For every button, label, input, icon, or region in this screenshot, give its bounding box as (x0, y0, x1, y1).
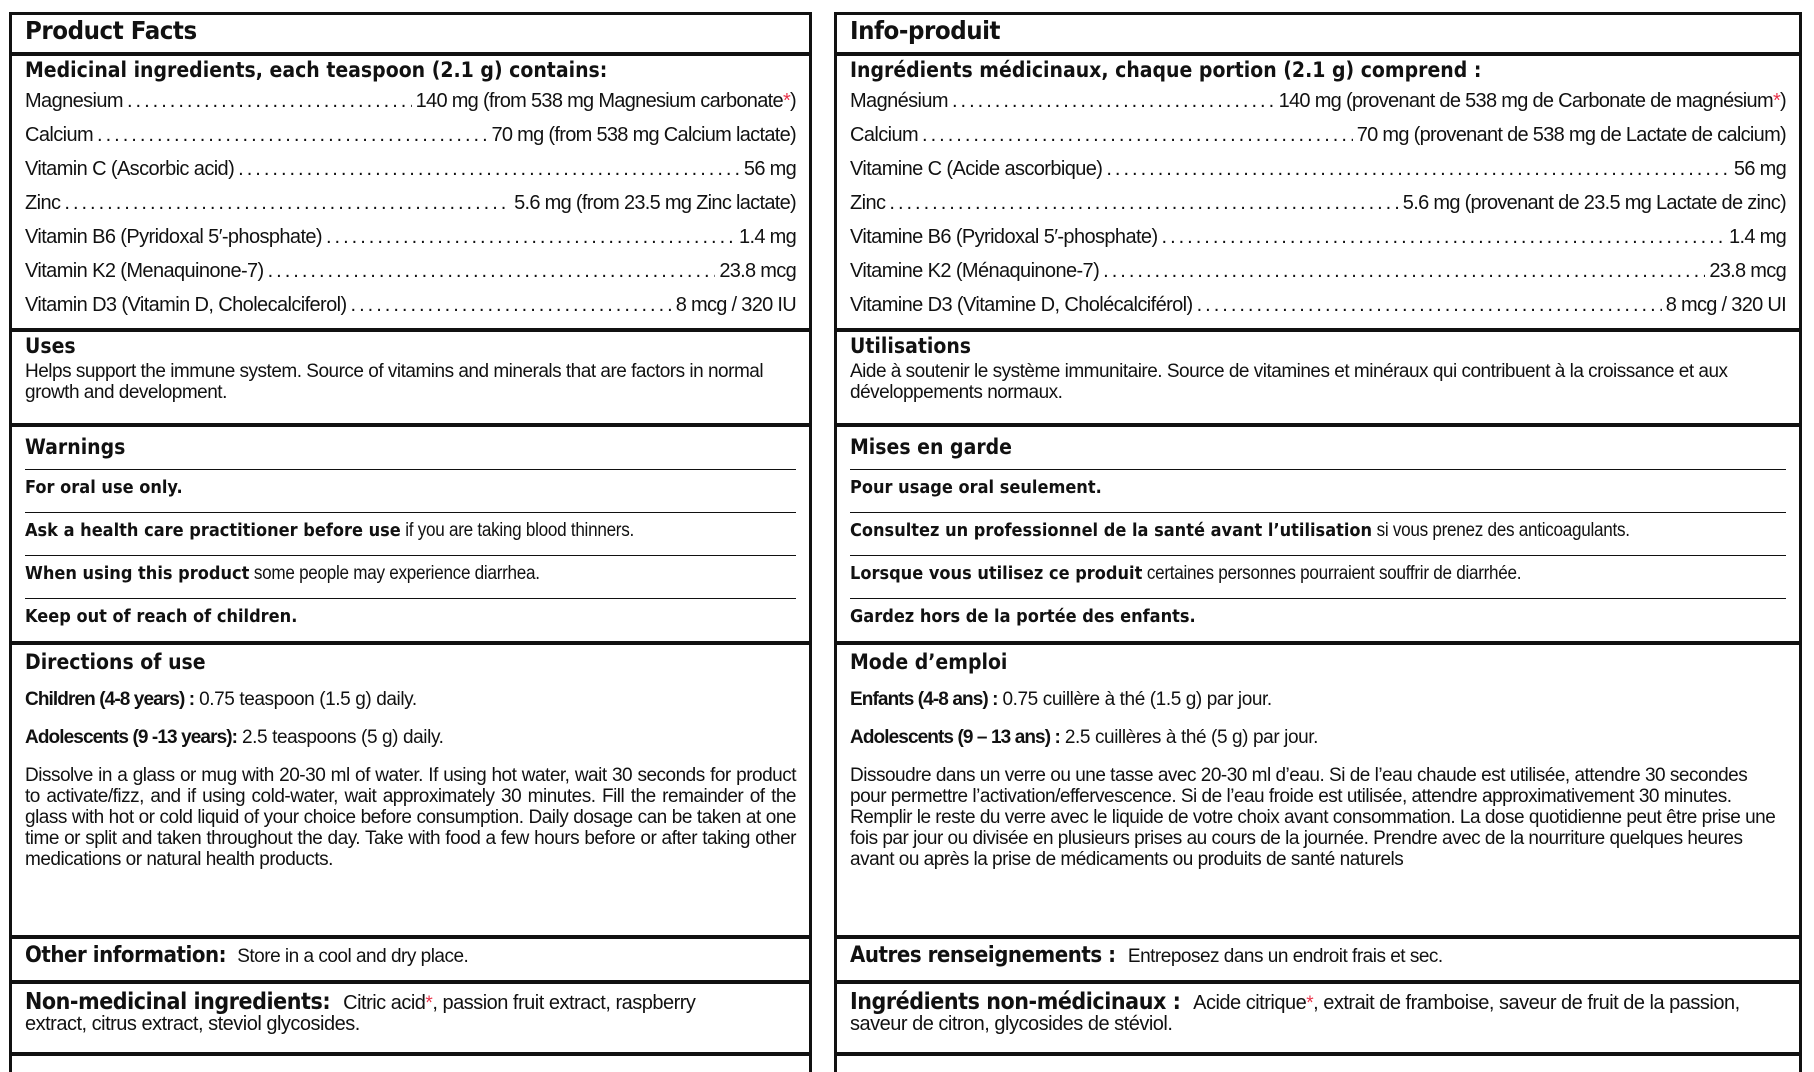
warning-bold: Lorsque vous utilisez ce produit (850, 563, 1143, 584)
ingredient-row (850, 158, 1786, 188)
non-medicinal-first: Citric acid (338, 992, 426, 1014)
non-medicinal-rest: , passion fruit extract, raspberry extract, citrus extract, steviol glycosides. (25, 992, 696, 1035)
panel-header (12, 15, 809, 56)
ingredient-row (850, 294, 1786, 324)
ingredient-name: Vitamine K2 (Ménaquinone-7) (850, 260, 1100, 282)
ingredient-name: Magnésium (850, 90, 948, 112)
ingredient-row (850, 226, 1786, 256)
directions-section (12, 641, 809, 939)
ingredient-name: Vitamin K2 (Menaquinone-7) (25, 260, 264, 282)
non-medicinal-line (25, 989, 749, 1035)
warning-rest: some people may experience diarrhea. (249, 563, 540, 584)
ingredient-amount (514, 192, 796, 215)
amount-text: 56 mg (743, 158, 796, 180)
ingredient-amount (1734, 158, 1786, 181)
ingredient-row (25, 158, 796, 188)
ingredient-row (25, 226, 796, 256)
ingredient-row (850, 124, 1786, 154)
dosage-group: Adolescents (9 – 13 ans) : (850, 727, 1060, 748)
warning-bold: Gardez hors de la portée des enfants. (850, 606, 1196, 627)
non-medicinal-first: Acide citrique (1189, 992, 1307, 1014)
warning-rest: certaines personnes pourraient souffrir de diarrhée. (1142, 563, 1522, 584)
other-information-label: Other information: (25, 943, 227, 968)
non-medicinal-rest: , extrait de framboise, saveur de fruit de la passion, saveur de citron, glycosides de stéviol. (850, 992, 1740, 1035)
panel-title: Info-produit (850, 16, 1001, 45)
ingredient-amount (1729, 226, 1786, 249)
non-medicinal-line (850, 989, 1759, 1035)
dot-leader (1162, 226, 1726, 249)
warning-bold: Pour usage oral seulement. (850, 477, 1102, 498)
dosage-line (850, 689, 1272, 711)
ingredient-amount (416, 90, 796, 113)
dot-leader (326, 226, 735, 249)
warning-item (25, 606, 727, 628)
dot-leader (238, 158, 740, 181)
ingredient-name: Vitamine B6 (Pyridoxal 5′-phosphate) (850, 226, 1158, 248)
ingredient-name: Calcium (850, 124, 919, 146)
ingredient-name: Calcium (25, 124, 94, 146)
ingredient-row (25, 124, 796, 154)
warning-divider (25, 598, 796, 599)
dot-leader (952, 90, 1275, 113)
asterisk-mark: * (782, 90, 791, 112)
other-information-line (850, 945, 1786, 967)
ingredient-name: Vitamin D3 (Vitamin D, Cholecalciferol) (25, 294, 347, 316)
warning-divider (25, 555, 796, 556)
directions-text: Dissoudre dans un verre ou une tasse avec 20-30 ml d’eau. Si de l’eau chaude est utilisée, attendre 30 secondes pour permettre l’activation/effervescence. Si de l’eau froide est utilisée, attendre approximativement 30 minutes. Remplir le reste du verre avec le liquide de votre choix avant consommation. La dose quotidienne peut être prise une fois par jour ou divisée en plusieurs prises au cours de la journée. Prendre avec de la nourriture quelques heures avant ou après la prise de médicaments ou produits de santé naturels (850, 765, 1776, 870)
ingredients-heading: Medicinal ingredients, each teaspoon (2.1 g) contains: (25, 58, 608, 82)
ingredient-amount (719, 260, 796, 283)
dot-leader (1103, 260, 1705, 283)
warning-bold: Consultez un professionnel de la santé avant l’utilisation (850, 520, 1373, 541)
ingredient-name: Vitamin C (Ascorbic acid) (25, 158, 235, 180)
uses-section (837, 331, 1799, 427)
product-facts-panel-fr (834, 12, 1802, 1072)
dosage-amount: 0.75 teaspoon (1.5 g) daily. (194, 689, 417, 710)
ingredient-row (25, 294, 796, 324)
amount-text: 23.8 mcg (1709, 260, 1786, 282)
dot-leader (1106, 158, 1730, 181)
ingredient-row (850, 192, 1786, 222)
ingredient-name: Vitamine D3 (Vitamine D, Cholécalciférol) (850, 294, 1193, 316)
dosage-line (25, 689, 417, 711)
dosage-amount: 2.5 cuillères à thé (5 g) par jour. (1059, 727, 1319, 748)
warning-item (850, 520, 1701, 542)
directions-heading: Mode d’emploi (850, 650, 1008, 674)
warning-bold: Keep out of reach of children. (25, 606, 298, 627)
non-medicinal-ingredients-section (837, 980, 1799, 1056)
ingredient-amount (676, 294, 796, 317)
ingredient-name: Vitamin B6 (Pyridoxal 5′-phosphate) (25, 226, 322, 248)
ingredient-amount (1709, 260, 1786, 283)
warning-divider (25, 512, 796, 513)
uses-heading: Uses (25, 334, 76, 358)
ingredient-row (850, 90, 1786, 120)
dot-leader (351, 294, 672, 317)
dosage-group: Children (4-8 years) : (25, 689, 195, 710)
ingredients-heading: Ingrédients médicinaux, chaque portion (2.1 g) comprend : (850, 58, 1482, 82)
amount-close: ) (1780, 90, 1786, 112)
ingredient-amount (1279, 90, 1786, 113)
ingredient-row (850, 260, 1786, 290)
ingredient-name: Zinc (25, 192, 61, 214)
ingredient-name: Magnesium (25, 90, 123, 112)
ingredient-amount (1403, 192, 1786, 215)
directions-heading: Directions of use (25, 650, 206, 674)
panel-header (837, 15, 1799, 56)
warning-rest: if you are taking blood thinners. (400, 520, 635, 541)
warning-divider (25, 469, 796, 470)
directions-text: Dissolve in a glass or mug with 20-30 ml of water. If using hot water, wait 30 seconds for product to activate/fizz, and if using cold-water, wait approximately 30 minutes. Fill the remainder of the glass with hot or cold liquid of your choice before consumption. Daily dosage can be taken at one time or split and taken throughout the day. Take with food a few hours before or after taking other medications or natural health products. (25, 765, 796, 870)
amount-text: 56 mg (1733, 158, 1786, 180)
warning-divider (850, 598, 1786, 599)
warning-item (25, 520, 727, 542)
amount-text: 8 mcg / 320 UI (1665, 294, 1786, 316)
uses-section (12, 331, 809, 427)
amount-text: 5.6 mg (from 23.5 mg Zinc lactate) (514, 192, 796, 214)
dosage-line (850, 727, 1318, 749)
amount-text: 23.8 mcg (719, 260, 796, 282)
warning-rest: si vous prenez des anticoagulants. (1372, 520, 1630, 541)
dot-leader (268, 260, 716, 283)
dosage-group: Enfants (4-8 ans) : (850, 689, 998, 710)
dot-leader (889, 192, 1398, 215)
dosage-line (25, 727, 444, 749)
directions-section (837, 641, 1799, 939)
ingredient-row (25, 192, 796, 222)
amount-text: 140 mg (from 538 mg Magnesium carbonate (415, 90, 783, 112)
dot-leader (64, 192, 510, 215)
ingredient-name: Zinc (850, 192, 886, 214)
amount-text: 1.4 mg (739, 226, 796, 248)
other-information-text: Entreposez dans un endroit frais et sec. (1123, 946, 1443, 967)
ingredient-row (25, 90, 796, 120)
warning-bold: Ask a health care practitioner before use (25, 520, 401, 541)
non-medicinal-ingredients-section (12, 980, 809, 1056)
dot-leader (922, 124, 1353, 147)
other-information-text: Store in a cool and dry place. (232, 946, 469, 967)
warning-divider (850, 512, 1786, 513)
medicinal-ingredients-section (837, 52, 1799, 332)
uses-text: Helps support the immune system. Source of vitamins and minerals that are factors in normal growth and development. (25, 361, 764, 403)
medicinal-ingredients-section (12, 52, 809, 332)
warnings-section (837, 423, 1799, 645)
warning-item (25, 563, 727, 585)
ingredient-name: Vitamine C (Acide ascorbique) (850, 158, 1103, 180)
ingredient-amount (491, 124, 796, 147)
dosage-group: Adolescents (9 -13 years): (25, 727, 238, 748)
ingredient-amount (1357, 124, 1786, 147)
non-medicinal-label: Ingrédients non-médicinaux : (850, 989, 1181, 1015)
ingredient-row (25, 260, 796, 290)
warnings-heading: Warnings (25, 435, 126, 459)
panel-title: Product Facts (25, 16, 197, 45)
warnings-heading: Mises en garde (850, 435, 1012, 459)
ingredient-amount (739, 226, 796, 249)
amount-close: ) (790, 90, 796, 112)
amount-text: 1.4 mg (1729, 226, 1786, 248)
warning-bold: For oral use only. (25, 477, 183, 498)
other-information-section (837, 935, 1799, 984)
uses-heading: Utilisations (850, 334, 972, 358)
product-facts-panel-en (9, 12, 812, 1072)
asterisk-mark: * (1306, 993, 1314, 1014)
warning-divider (850, 469, 1786, 470)
dosage-amount: 0.75 cuillère à thé (1.5 g) par jour. (997, 689, 1272, 710)
amount-text: 8 mcg / 320 IU (675, 294, 796, 316)
non-medicinal-label: Non-medicinal ingredients: (25, 989, 331, 1015)
ingredient-amount (1666, 294, 1786, 317)
warning-bold: When using this product (25, 563, 250, 584)
amount-text: 140 mg (provenant de 538 mg de Carbonate de magnésium (1278, 90, 1773, 112)
other-information-label: Autres renseignements : (850, 943, 1116, 968)
other-information-line (25, 945, 796, 967)
other-information-section (12, 935, 809, 984)
ingredient-amount (744, 158, 796, 181)
dot-leader (127, 90, 412, 113)
dosage-amount: 2.5 teaspoons (5 g) daily. (237, 727, 444, 748)
warning-item (25, 477, 727, 499)
dot-leader (97, 124, 487, 147)
amount-text: 70 mg (provenant de 538 mg de Lactate de calcium) (1356, 124, 1786, 146)
warnings-section (12, 423, 809, 645)
warning-item (850, 477, 1701, 499)
uses-text: Aide à soutenir le système immunitaire. Source de vitamines et minéraux qui contribuent à la croissance et aux développements normaux. (850, 361, 1728, 403)
asterisk-mark: * (1772, 90, 1781, 112)
warning-divider (850, 555, 1786, 556)
amount-text: 70 mg (from 538 mg Calcium lactate) (491, 124, 796, 146)
warning-item (850, 563, 1701, 585)
warning-item (850, 606, 1701, 628)
amount-text: 5.6 mg (provenant de 23.5 mg Lactate de zinc) (1402, 192, 1786, 214)
dot-leader (1197, 294, 1662, 317)
asterisk-mark: * (425, 993, 433, 1014)
